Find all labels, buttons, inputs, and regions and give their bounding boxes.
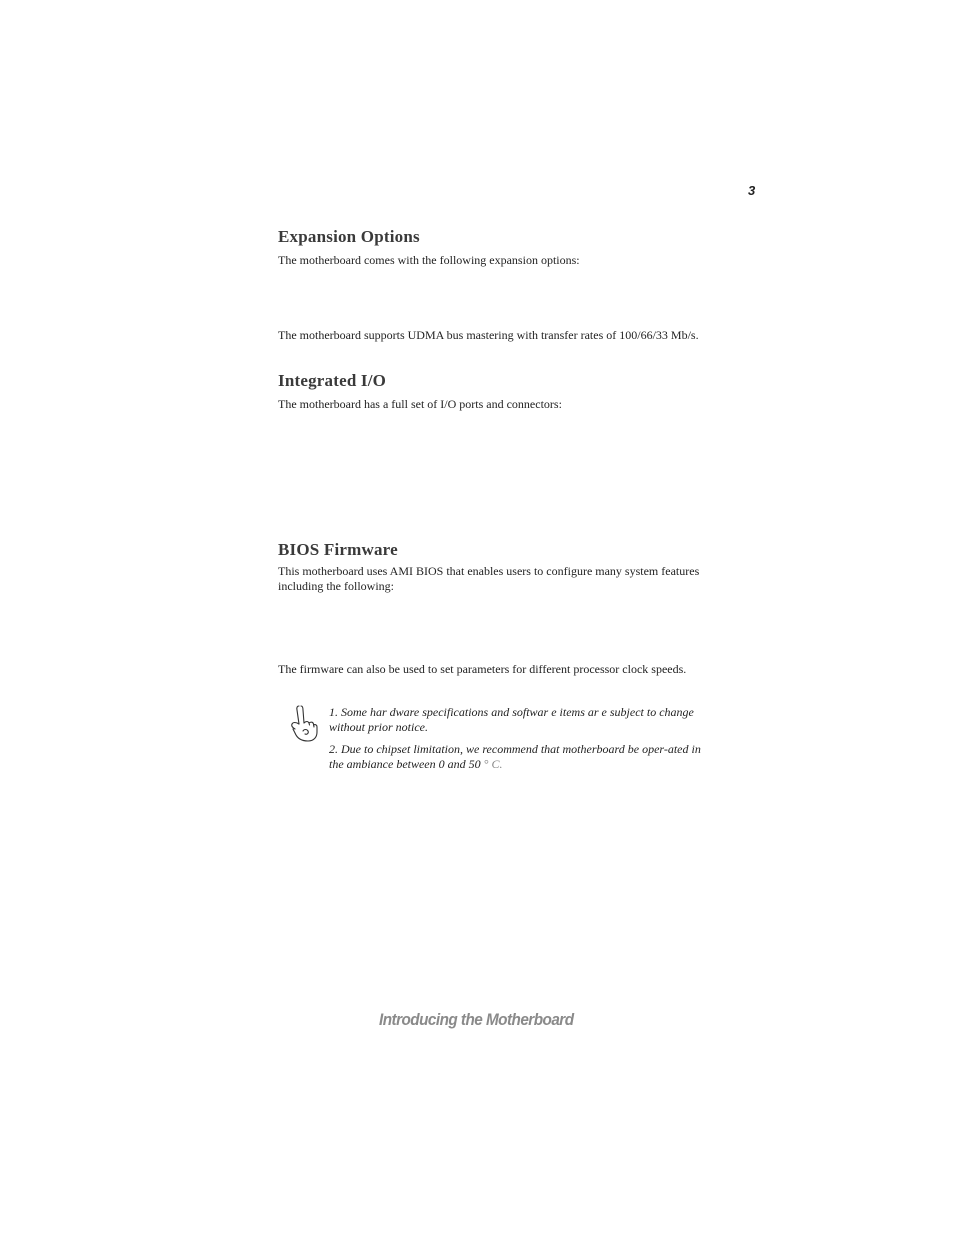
note-2 xyxy=(329,742,714,772)
pointing-hand-icon xyxy=(288,704,322,744)
footer-chapter-title: Introducing the Motherboard xyxy=(379,1010,574,1029)
page-number: 3 xyxy=(748,183,756,198)
bios-intro: This motherboard uses AMI BIOS that enables users to configure many system features including the following: xyxy=(278,564,700,593)
bios-clock-paragraph: The firmware can also be used to set parameters for different processor clock speeds. xyxy=(278,662,687,676)
expansion-options-intro: The motherboard comes with the following expansion options: xyxy=(278,253,580,267)
note-2-unit: ° C. xyxy=(483,757,503,771)
expansion-options-heading: Expansion Options xyxy=(278,227,420,246)
note-1: 1. Some har dware specifications and softwar e items ar e subject to change without prior notice. xyxy=(329,705,694,734)
integrated-io-intro: The motherboard has a full set of I/O ports and connectors: xyxy=(278,397,562,411)
integrated-io-heading: Integrated I/O xyxy=(278,371,387,390)
note-2-text: 2. Due to chipset limitation, we recommend that motherboard be oper-ated in the ambiance between 0 and 50 xyxy=(329,742,701,771)
bios-firmware-heading: BIOS Firmware xyxy=(278,540,398,559)
udma-paragraph: The motherboard supports UDMA bus mastering with transfer rates of 100/66/33 Mb/s. xyxy=(278,328,699,342)
